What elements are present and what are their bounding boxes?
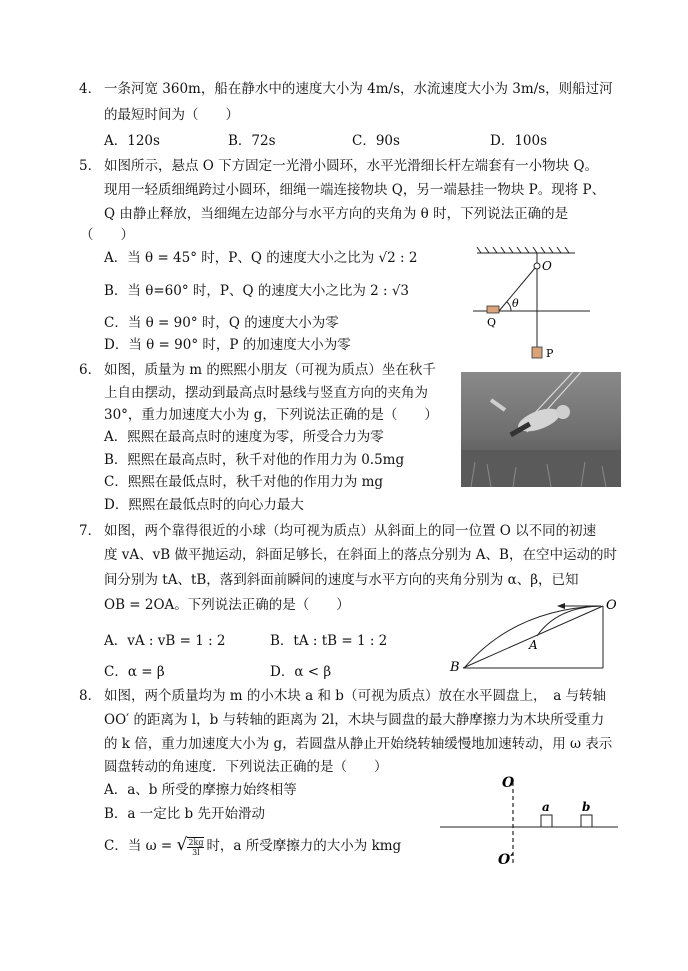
q4-option-a: A．120s (104, 133, 160, 149)
fraction (187, 837, 204, 857)
q8-option-c-suffix: 时，a 所受摩擦力的大小为 kmg (206, 838, 402, 854)
incline-surface (463, 606, 603, 668)
q4-option-b: B．72s (228, 133, 276, 149)
q8-text-line3: 的 k 倍，重力加速度大小为 g，若圆盘从静止开始绕转轴缓慢地加速转动，用 ω 表示 (104, 736, 613, 752)
q8-option-c-prefix: C．当 ω = (104, 838, 177, 854)
angle-arc (507, 302, 511, 311)
q5-pulley-figure (465, 245, 610, 365)
label-a: A (529, 638, 538, 652)
q5-text-line2: 现用一轻质细绳跨过小圆环，细绳一端连接物块 Q，另一端悬挂一物块 P。现将 P、 (104, 182, 606, 198)
q5-option-a: A．当 θ = 45° 时，P、Q 的速度大小之比为 √2 : 2 (104, 250, 418, 266)
q4-option-d: D．100s (490, 133, 548, 149)
q6-number: 6． (79, 362, 102, 378)
q8-option-c (104, 836, 401, 857)
q7-text-line2: 度 vA、vB 做平抛运动，斜面足够长，在斜面上的落点分别为 A、B，在空中运动的时 (104, 547, 617, 563)
q7-option-c: C．α = β (104, 664, 165, 680)
block-a (541, 815, 552, 827)
q8-option-b: B．a 一定比 b 先开始滑动 (104, 806, 265, 822)
q6-swing-photo (461, 372, 621, 487)
q5-option-b: B．当 θ=60° 时，P、Q 的速度大小之比为 2 : √3 (104, 283, 410, 299)
q4-number: 4． (79, 81, 102, 97)
label-o: O (606, 598, 617, 613)
q7-text-line3: 间分别为 tA、tB，落到斜面前瞬间的速度与水平方向的夹角分别为 α、β，已知 (104, 572, 579, 588)
fraction-denominator: 3l (192, 847, 200, 857)
q4-option-c: C．90s (352, 133, 400, 149)
label-b: B (450, 660, 460, 675)
child-head (556, 405, 570, 419)
q8-option-a: A．a、b 所受的摩擦力始终相等 (104, 782, 297, 798)
q7-number: 7． (79, 523, 102, 539)
q5-number: 5． (79, 158, 102, 174)
q7-text-line4: OB = 2OA。下列说法正确的是（ ） (104, 597, 350, 613)
label-q: Q (487, 316, 497, 329)
q6-option-c: C．熙熙在最低点时，秋千对他的作用力为 mg (104, 474, 384, 490)
ceiling-hatch (477, 247, 575, 253)
q7-incline-figure (445, 595, 625, 675)
q8-text-line2: OO′ 的距离为 l，b 与转轴的距离为 2l，木块与圆盘的最大静摩擦力为木块所受重力 (104, 712, 605, 728)
q7-option-d: D．α < β (270, 664, 332, 680)
q8-text-line4: 圆盘转动的角速度．下列说法正确的是（ ） (104, 759, 388, 775)
q4-text-line1: 一条河宽 360m，船在静水中的速度大小为 4m/s，水流速度大小为 3m/s，则船过河 (104, 81, 613, 97)
q5-option-c: C．当 θ = 90° 时，Q 的速度大小为零 (104, 315, 339, 331)
q6-text-line1: 如图，质量为 m 的熙熙小朋友（可视为质点）坐在秋千 (104, 362, 436, 378)
q8-text-line1: 如图，两个质量均为 m 的小木块 a 和 b（可视为质点）放在水平圆盘上， a 与转轴 (104, 688, 607, 704)
q8-turntable-figure (440, 768, 620, 868)
q7-option-b: B．tA : tB = 1 : 2 (270, 633, 388, 649)
label-o-top: O (502, 775, 515, 791)
block-b (581, 815, 592, 827)
label-theta: θ (512, 297, 519, 310)
block-q (487, 306, 499, 313)
arrow-head (557, 603, 565, 609)
q6-option-a: A．熙熙在最高点时的速度为零，所受合力为零 (104, 429, 384, 445)
label-o: O (542, 259, 552, 273)
q8-number: 8． (79, 688, 102, 704)
q4-text-line2: 的最短时间为（ ） (104, 107, 239, 123)
sqrt-symbol: √ (176, 835, 188, 855)
q5-text-line3: Q 由静止释放，当细绳左边部分与水平方向的夹角为 θ 时，下列说法正确的是 (104, 206, 569, 222)
q5-option-d: D．当 θ = 90° 时，P 的加速度大小为零 (104, 337, 351, 353)
label-a: a (542, 800, 550, 814)
label-o-bottom: O′ (498, 852, 514, 868)
q6-text-line2: 上自由摆动，摆动到最高点时悬线与竖直方向的夹角为 (104, 385, 428, 401)
label-p: P (546, 347, 554, 360)
q6-option-b: B．熙熙在最高点时，秋千对他的作用力为 0.5mg (104, 452, 405, 468)
fraction-numerator: 2kg (188, 837, 204, 847)
q5-text-line1: 如图所示，悬点 O 下方固定一光滑小圆环，水平光滑细长杆左端套有一小物块 Q。 (104, 158, 599, 174)
q7-text-line1: 如图，两个靠得很近的小球（均可视为质点）从斜面上的同一位置 O 以不同的初速 (104, 523, 597, 539)
q7-option-a: A．vA : vB = 1 : 2 (104, 633, 226, 649)
block-p (532, 347, 542, 358)
q6-text-line3: 30°，重力加速度大小为 g，下列说法正确的是（ ） (104, 407, 438, 423)
label-b: b (582, 800, 591, 814)
q5-text-line4: （ ） (80, 227, 134, 243)
q6-option-d: D．熙熙在最低点时的向心力最大 (104, 497, 304, 513)
